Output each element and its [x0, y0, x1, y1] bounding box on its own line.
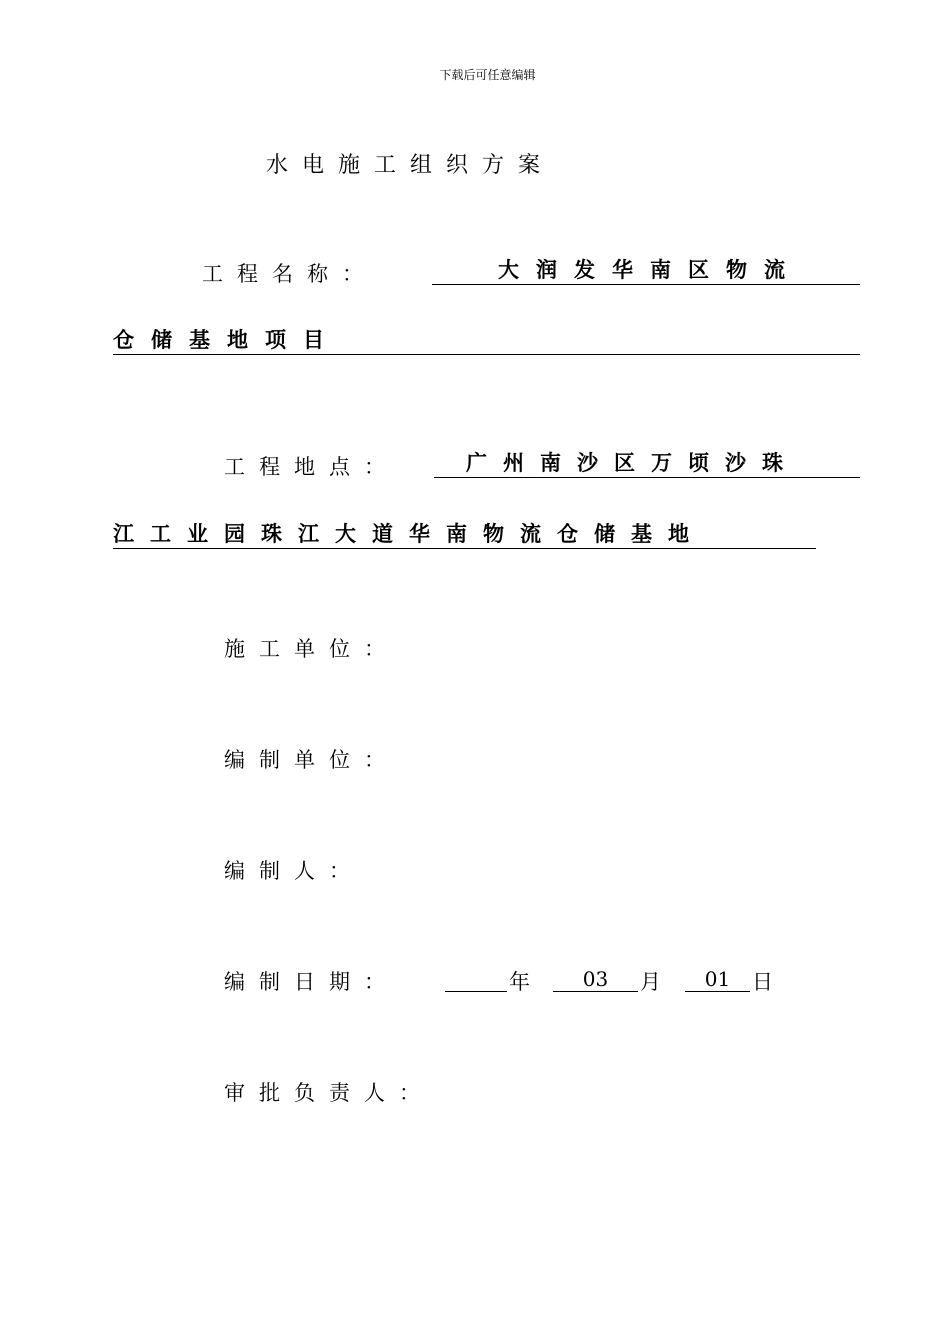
- date-month-value: 03: [553, 966, 638, 992]
- document-title: 水电施工组织方案: [266, 153, 555, 178]
- date-year-unit: 年: [509, 970, 530, 994]
- project-site-line2-text: 江工业园珠江大道华南物流仓储基地: [113, 522, 705, 546]
- project-site-line1: [434, 449, 860, 478]
- project-site-line1-text: 广州南沙区万顷沙珠: [466, 451, 799, 475]
- project-name-line2: [113, 326, 860, 355]
- compile-date-label: 编制日期：: [224, 970, 399, 994]
- header-note: 下载后可任意编辑: [439, 68, 536, 82]
- construction-unit-label: 施工单位：: [224, 637, 399, 661]
- date-month-unit: 月: [640, 970, 661, 994]
- date-day-unit: 日: [752, 970, 773, 994]
- approver-label: 审批负责人：: [224, 1081, 434, 1105]
- compiling-unit-label: 编制单位：: [224, 748, 399, 772]
- project-site-line2: [113, 520, 816, 549]
- date-day-value: 01: [685, 966, 750, 992]
- project-site-label: 工程地点：: [224, 455, 399, 479]
- project-name-label: 工程名称：: [202, 262, 377, 286]
- project-name-line1: [432, 256, 860, 285]
- project-name-line1-text: 大润发华南区物流: [498, 258, 802, 282]
- project-name-line2-text: 仓储基地项目: [113, 328, 341, 352]
- date-year-value: [445, 966, 507, 992]
- compiler-label: 编制人：: [224, 859, 364, 883]
